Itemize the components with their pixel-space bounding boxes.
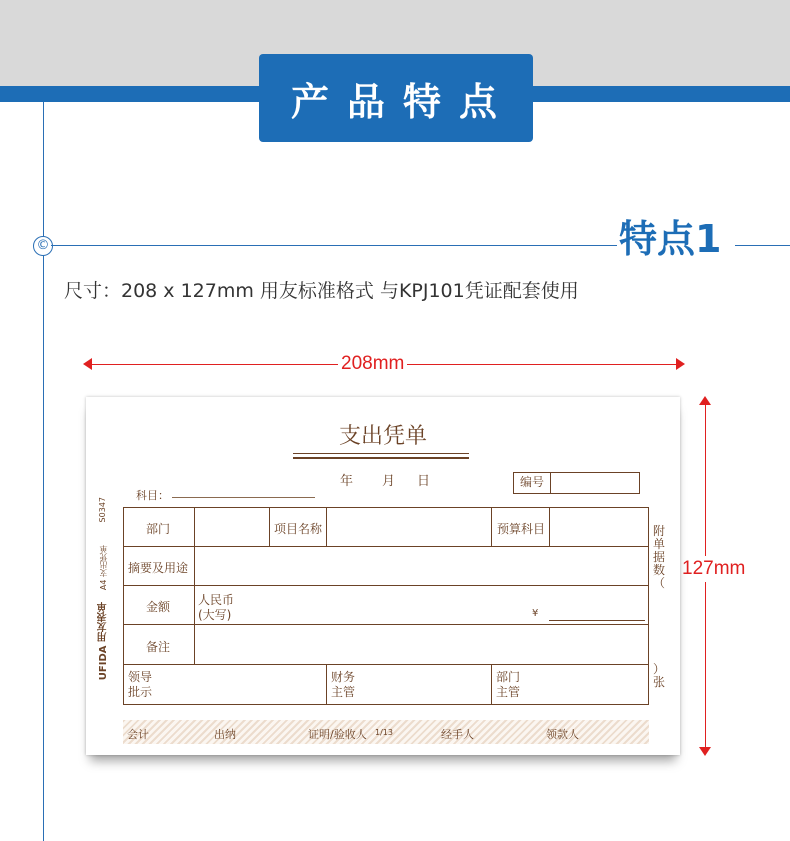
cell-budget-subject: 预算科目 [497,522,546,536]
cell-remark: 备注 [146,640,171,654]
cell-leader-1: 领导 [128,670,153,684]
product-features-heading: 产品特点 [259,54,533,142]
date-month: 月 [382,474,396,489]
section-rule-left [51,245,617,246]
cell-rmb: 人民币 [198,593,235,607]
left-vertical-rule [43,102,44,841]
height-dimension-label: 127mm [682,556,745,582]
table-rule [124,585,648,586]
footer-witness: 证明/验收人 [308,728,367,741]
number-box [513,472,640,494]
cell-dept-head-1: 部门 [496,670,521,684]
cell-dept-head-2: 主管 [496,685,521,699]
date-day: 日 [417,474,431,489]
subject-label: 科目： [136,489,169,502]
section-title: 特点1 [619,217,722,261]
voucher-table [123,507,649,705]
arrow-up-icon [699,396,711,405]
footer-accountant: 会计 [127,728,149,741]
footer-handler: 经手人 [441,728,474,741]
table-col-rule [326,508,327,546]
cell-project-name: 项目名称 [274,522,323,536]
table-col-rule [326,664,327,704]
section-rule-right [735,245,790,246]
cell-dept: 部门 [146,522,171,536]
cell-capital: (大写) [198,608,232,622]
side-code: S0347 [98,497,107,523]
attachment-note: 附单据数（ [652,524,665,590]
cell-amount: 金额 [146,600,171,614]
title-underline [293,453,469,454]
expense-voucher-image [86,397,680,755]
arrow-left-icon [83,358,92,370]
cell-finance-1: 财务 [331,670,356,684]
table-rule [124,546,648,547]
brand-logo: UFIDA 用友表单 [98,602,109,681]
copyright-icon: © [33,236,53,256]
cell-leader-2: 批示 [128,685,153,699]
arrow-down-icon [699,747,711,756]
footer-page: 1/13 [375,728,393,737]
footer-payee: 领款人 [546,728,579,741]
signature-footer [123,720,649,744]
yen-icon: ¥ [532,608,539,619]
spec-text: 尺寸：208 x 127mm 用友标准格式 与KPJ101凭证配套使用 [64,280,579,302]
table-col-rule [491,508,492,546]
title-underline-thick [293,457,469,459]
cell-summary: 摘要及用途 [128,561,189,575]
table-rule [124,624,648,625]
width-dimension-label: 208mm [338,353,407,375]
amount-fill-line [549,620,645,621]
table-col-rule [269,508,270,546]
table-col-rule [491,664,492,704]
cell-finance-2: 主管 [331,685,356,699]
table-rule [124,664,648,665]
date-year: 年 [340,474,354,489]
voucher-title: 支出凭单 [338,424,427,449]
footer-cashier: 出纳 [214,728,236,741]
attachment-unit: ）张 [652,662,665,689]
table-col-rule [549,508,550,546]
table-col-rule [194,508,195,664]
side-format: A4 支出凭单 [99,545,108,591]
number-label: 编号 [514,473,551,493]
subject-fill-line [172,497,315,498]
arrow-right-icon [676,358,685,370]
